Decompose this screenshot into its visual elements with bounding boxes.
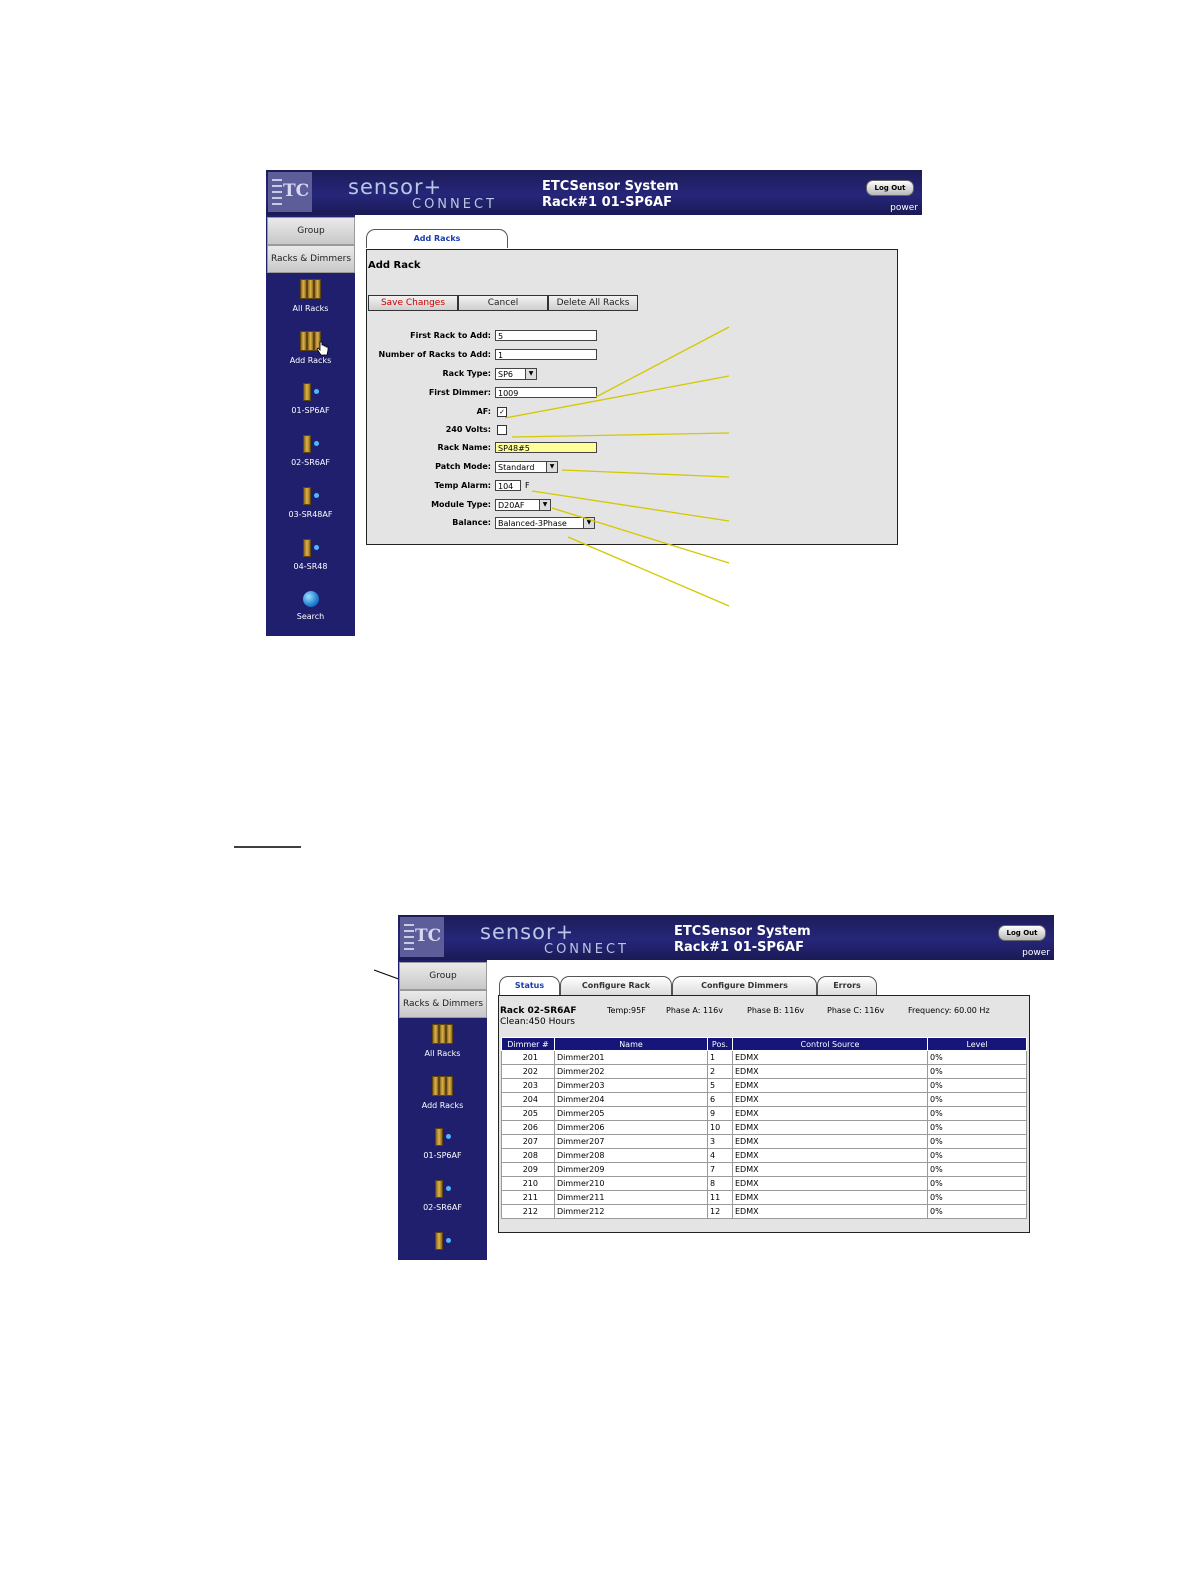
dimmer-number-cell: 201 xyxy=(502,1051,555,1065)
racks-dimmers-button[interactable]: Racks & Dimmers xyxy=(399,990,487,1018)
level-cell: 0% xyxy=(928,1135,1027,1149)
column-header[interactable]: Name xyxy=(555,1038,708,1051)
rack-icon xyxy=(433,1232,453,1250)
sidebar-item-02-sr6af[interactable]: 02-SR6AF xyxy=(398,1180,487,1212)
temp-reading: Temp:95F xyxy=(607,1006,646,1015)
position-cell: 6 xyxy=(708,1093,733,1107)
racks-icon xyxy=(432,1024,454,1044)
table-row[interactable] xyxy=(502,1093,1027,1107)
dimmer-number-cell: 207 xyxy=(502,1135,555,1149)
module-type-select[interactable]: D20AF ▼ xyxy=(495,499,551,511)
num-racks-input[interactable]: 1 xyxy=(495,349,597,360)
svg-text:TC: TC xyxy=(415,926,442,946)
rack-type-select[interactable]: SP6 ▼ xyxy=(495,368,537,380)
temp-alarm-label: Temp Alarm: xyxy=(434,481,491,490)
control-source-cell: EDMX xyxy=(733,1205,928,1219)
dimmer-number-cell: 203 xyxy=(502,1079,555,1093)
table-row[interactable] xyxy=(502,1163,1027,1177)
position-cell: 9 xyxy=(708,1107,733,1121)
level-cell: 0% xyxy=(928,1065,1027,1079)
callout-line xyxy=(568,537,729,606)
level-cell: 0% xyxy=(928,1079,1027,1093)
tab-errors[interactable]: Errors xyxy=(817,976,877,995)
control-source-cell: EDMX xyxy=(733,1191,928,1205)
group-button[interactable]: Group xyxy=(399,962,487,990)
callout-line xyxy=(552,508,729,563)
patch-mode-label: Patch Mode: xyxy=(435,462,491,471)
level-cell: 0% xyxy=(928,1163,1027,1177)
sidebar-item-02-sr6af[interactable]: 02-SR6AF xyxy=(266,435,355,467)
table-row[interactable] xyxy=(502,1135,1027,1149)
balance-select[interactable]: Balanced-3Phase ▼ xyxy=(495,517,595,529)
phase-c-reading: Phase C: 116v xyxy=(827,1006,885,1015)
section-title: Add Rack xyxy=(368,260,421,271)
num-racks-label: Number of Racks to Add: xyxy=(378,350,491,359)
dimmer-name-cell: Dimmer204 xyxy=(555,1093,708,1107)
position-cell: 2 xyxy=(708,1065,733,1079)
rack-name-label: Rack Name: xyxy=(437,443,491,452)
column-header[interactable]: Pos. xyxy=(708,1038,733,1051)
temp-alarm-input[interactable]: 104 xyxy=(495,480,521,491)
level-cell: 0% xyxy=(928,1205,1027,1219)
table-row[interactable] xyxy=(502,1065,1027,1079)
position-cell: 3 xyxy=(708,1135,733,1149)
sidebar-item-all-racks[interactable]: All Racks xyxy=(266,279,355,313)
dimmer-number-cell: 206 xyxy=(502,1121,555,1135)
system-title: ETCSensor System Rack#1 01-SP6AF xyxy=(674,924,811,955)
column-header[interactable]: Dimmer # xyxy=(502,1038,555,1051)
column-header[interactable]: Level xyxy=(928,1038,1027,1051)
control-source-cell: EDMX xyxy=(733,1065,928,1079)
dimmer-number-cell: 211 xyxy=(502,1191,555,1205)
first-dimmer-label: First Dimmer: xyxy=(428,388,491,397)
sidebar-item-add-racks[interactable]: Add Racks xyxy=(398,1076,487,1110)
rack-type-label: Rack Type: xyxy=(442,369,491,378)
rack-status-screenshot xyxy=(398,915,1054,1260)
sidebar-item-all-racks[interactable]: All Racks xyxy=(398,1024,487,1058)
table-row[interactable] xyxy=(502,1191,1027,1205)
status-panel xyxy=(498,995,1030,1233)
sidebar-item-search[interactable]: Search xyxy=(266,591,355,621)
callout-line xyxy=(532,491,729,521)
level-cell: 0% xyxy=(928,1093,1027,1107)
dimmer-name-cell: Dimmer203 xyxy=(555,1079,708,1093)
svg-text:TC: TC xyxy=(283,181,310,201)
level-cell: 0% xyxy=(928,1191,1027,1205)
logout-button[interactable]: Log Out xyxy=(998,925,1046,941)
level-cell: 0% xyxy=(928,1051,1027,1065)
tab-configure-rack[interactable]: Configure Rack xyxy=(560,976,672,995)
callout-line xyxy=(512,433,729,437)
control-source-cell: EDMX xyxy=(733,1107,928,1121)
rack-name-input[interactable]: SP48#5 xyxy=(495,442,597,453)
table-row[interactable] xyxy=(502,1149,1027,1163)
dimmer-number-cell: 209 xyxy=(502,1163,555,1177)
tab-add-racks[interactable]: Add Racks xyxy=(366,229,508,248)
temp-unit: F xyxy=(525,481,530,490)
tab-status[interactable]: Status xyxy=(499,976,560,995)
position-cell: 5 xyxy=(708,1079,733,1093)
racks-icon xyxy=(432,1076,454,1096)
table-row[interactable] xyxy=(502,1177,1027,1191)
callout-line xyxy=(596,327,729,397)
position-cell: 1 xyxy=(708,1051,733,1065)
save-changes-button[interactable]: Save Changes xyxy=(368,295,458,311)
etc-logo xyxy=(400,917,444,957)
module-type-label: Module Type: xyxy=(431,500,491,509)
af-checkbox[interactable]: ✓ xyxy=(497,407,507,417)
sidebar-item-03-sr48af[interactable]: 03-SR48AF xyxy=(266,487,355,519)
dimmer-name-cell: Dimmer210 xyxy=(555,1177,708,1191)
first-rack-label: First Rack to Add: xyxy=(410,331,491,340)
sidebar xyxy=(398,960,487,1260)
rack-icon xyxy=(433,1128,453,1146)
volts-label: 240 Volts: xyxy=(445,425,491,434)
dimmer-name-cell: Dimmer208 xyxy=(555,1149,708,1163)
dimmer-name-cell: Dimmer206 xyxy=(555,1121,708,1135)
table-row[interactable] xyxy=(502,1107,1027,1121)
dimmer-number-cell: 202 xyxy=(502,1065,555,1079)
position-cell: 8 xyxy=(708,1177,733,1191)
rack-icon xyxy=(433,1180,453,1198)
level-cell: 0% xyxy=(928,1177,1027,1191)
delete-all-racks-button[interactable]: Delete All Racks xyxy=(548,295,638,311)
table-body xyxy=(502,1051,1027,1219)
control-source-cell: EDMX xyxy=(733,1121,928,1135)
phase-a-reading: Phase A: 116v xyxy=(666,1006,724,1015)
chevron-down-icon: ▼ xyxy=(539,500,550,510)
dimmer-number-cell: 212 xyxy=(502,1205,555,1219)
power-label: power xyxy=(890,203,918,213)
position-cell: 4 xyxy=(708,1149,733,1163)
position-cell: 12 xyxy=(708,1205,733,1219)
control-source-cell: EDMX xyxy=(733,1051,928,1065)
position-cell: 10 xyxy=(708,1121,733,1135)
sidebar-item-add-racks[interactable]: Add Racks xyxy=(266,331,355,365)
balance-label: Balance: xyxy=(452,518,491,527)
dimmer-name-cell: Dimmer211 xyxy=(555,1191,708,1205)
brand-logo: sensor+ CONNECT xyxy=(480,920,629,957)
header xyxy=(398,915,1054,960)
group-button[interactable]: Group xyxy=(267,217,355,245)
column-header[interactable]: Control Source xyxy=(733,1038,928,1051)
position-cell: 11 xyxy=(708,1191,733,1205)
control-source-cell: EDMX xyxy=(733,1093,928,1107)
level-cell: 0% xyxy=(928,1107,1027,1121)
clean-hours: Clean:450 Hours xyxy=(500,1017,575,1027)
chevron-down-icon: ▼ xyxy=(525,369,536,379)
table-row[interactable] xyxy=(502,1205,1027,1219)
dimmer-number-cell: 208 xyxy=(502,1149,555,1163)
control-source-cell: EDMX xyxy=(733,1163,928,1177)
rack-name: Rack 02-SR6AF xyxy=(500,1006,577,1016)
level-cell: 0% xyxy=(928,1121,1027,1135)
control-source-cell: EDMX xyxy=(733,1177,928,1191)
dimmer-name-cell: Dimmer202 xyxy=(555,1065,708,1079)
logout-button[interactable]: Log Out xyxy=(866,180,914,196)
cancel-button[interactable]: Cancel xyxy=(458,295,548,311)
dimmer-name-cell: Dimmer205 xyxy=(555,1107,708,1121)
racks-dimmers-button[interactable]: Racks & Dimmers xyxy=(267,245,355,273)
af-label: AF: xyxy=(476,407,491,416)
table-header-row xyxy=(502,1038,1027,1051)
dimmer-name-cell: Dimmer207 xyxy=(555,1135,708,1149)
dimmer-table xyxy=(501,1037,1027,1219)
system-title: ETCSensor System Rack#1 01-SP6AF xyxy=(542,179,679,210)
power-label: power xyxy=(1022,948,1050,958)
sidebar-item-01-sp6af[interactable]: 01-SP6AF xyxy=(398,1128,487,1160)
chevron-down-icon: ▼ xyxy=(583,518,594,528)
sidebar-item-04-sr48[interactable]: 04-SR48 xyxy=(266,539,355,571)
patch-mode-select[interactable]: Standard ▼ xyxy=(495,461,558,473)
sidebar-item-01-sp6af[interactable]: 01-SP6AF xyxy=(266,383,355,415)
table-row[interactable] xyxy=(502,1051,1027,1065)
tab-configure-dimmers[interactable]: Configure Dimmers xyxy=(672,976,817,995)
control-source-cell: EDMX xyxy=(733,1079,928,1093)
level-cell: 0% xyxy=(928,1149,1027,1163)
callout-line xyxy=(562,470,729,477)
control-source-cell: EDMX xyxy=(733,1149,928,1163)
dimmer-number-cell: 210 xyxy=(502,1177,555,1191)
first-dimmer-input[interactable]: 1009 xyxy=(495,387,597,398)
phase-b-reading: Phase B: 116v xyxy=(747,1006,805,1015)
table-row[interactable] xyxy=(502,1079,1027,1093)
dimmer-name-cell: Dimmer212 xyxy=(555,1205,708,1219)
chevron-down-icon: ▼ xyxy=(546,462,557,472)
dimmer-number-cell: 204 xyxy=(502,1093,555,1107)
frequency-reading: Frequency: 60.00 Hz xyxy=(908,1006,990,1015)
callout-line xyxy=(505,376,729,418)
dimmer-number-cell: 205 xyxy=(502,1107,555,1121)
control-source-cell: EDMX xyxy=(733,1135,928,1149)
table-row[interactable] xyxy=(502,1121,1027,1135)
sidebar-item-partial[interactable] xyxy=(398,1232,487,1252)
dimmer-name-cell: Dimmer209 xyxy=(555,1163,708,1177)
brand-logo: sensor+ CONNECT xyxy=(348,175,497,212)
dimmer-name-cell: Dimmer201 xyxy=(555,1051,708,1065)
position-cell: 7 xyxy=(708,1163,733,1177)
first-rack-input[interactable]: 5 xyxy=(495,330,597,341)
